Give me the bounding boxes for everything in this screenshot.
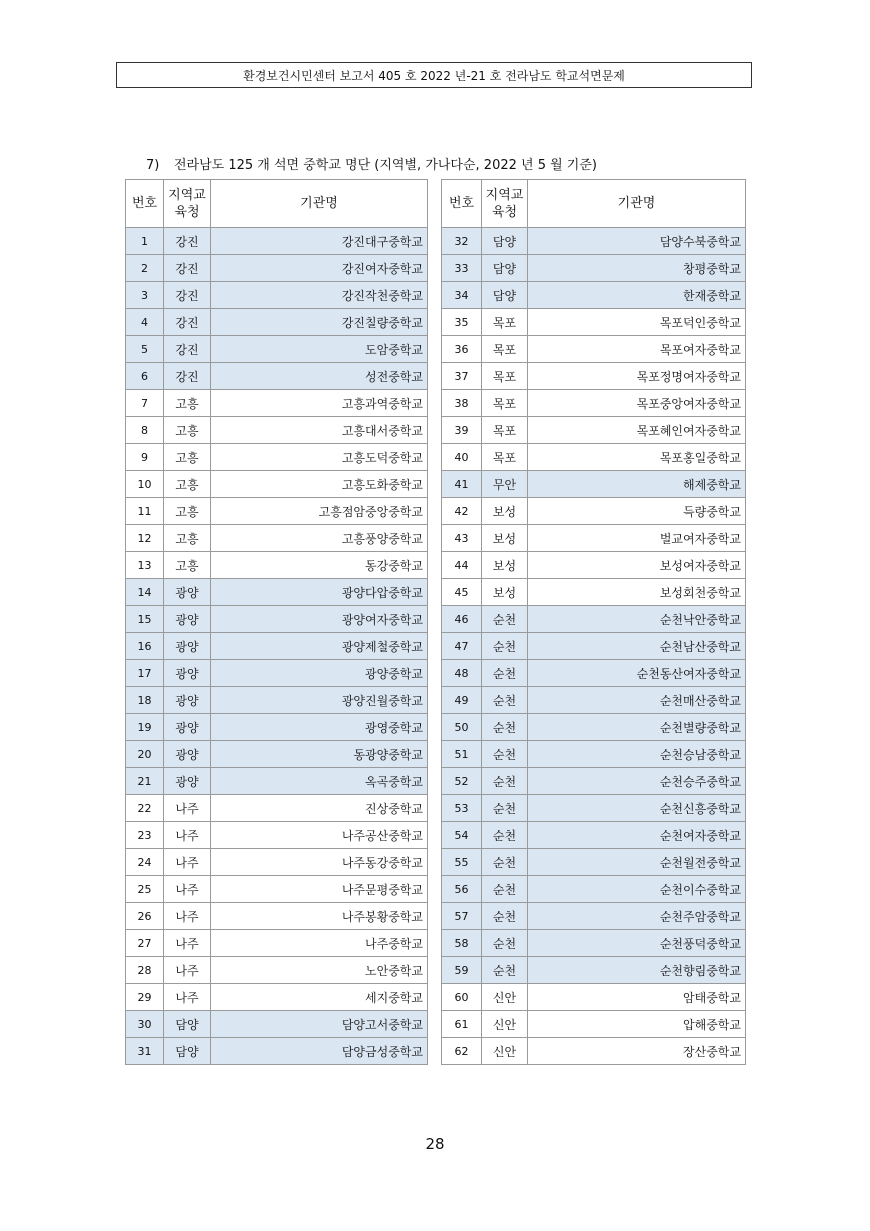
table-row [126,498,428,525]
row-number: 37 [442,363,482,390]
row-number: 56 [442,876,482,903]
table-row [442,768,746,795]
row-region: 순천 [482,687,528,714]
table-row [126,471,428,498]
row-region: 보성 [482,525,528,552]
table-row [126,984,428,1011]
row-region: 순천 [482,795,528,822]
row-region: 순천 [482,660,528,687]
table-row [442,579,746,606]
table-row [126,822,428,849]
row-school-name: 순천이수중학교 [528,876,746,903]
table-row [442,957,746,984]
table-row [126,687,428,714]
row-region: 목포 [482,444,528,471]
table-row [126,579,428,606]
row-number: 2 [126,255,164,282]
section-title [146,154,597,173]
row-school-name: 압해중학교 [528,1011,746,1038]
row-school-name: 창평중학교 [528,255,746,282]
row-school-name: 목포중앙여자중학교 [528,390,746,417]
table-row [126,552,428,579]
row-region: 광양 [164,714,211,741]
row-number: 7 [126,390,164,417]
row-number: 31 [126,1038,164,1065]
table-row [442,498,746,525]
row-school-name: 옥곡중학교 [211,768,428,795]
table-row [442,741,746,768]
row-region: 순천 [482,930,528,957]
row-school-name: 광양여자중학교 [211,606,428,633]
row-school-name: 광양제철중학교 [211,633,428,660]
header-name: 기관명 [211,180,428,228]
row-school-name: 고흥도덕중학교 [211,444,428,471]
header-region-line2: 육청 [491,204,518,220]
row-region: 나주 [164,822,211,849]
header-no: 번호 [442,180,482,228]
row-region: 목포 [482,417,528,444]
report-header-text: 환경보건시민센터 보고서 405 호 2022 년-21 호 전라남도 학교석면문제 [243,68,625,83]
row-number: 8 [126,417,164,444]
table-row [442,228,746,255]
table-row [442,606,746,633]
row-number: 29 [126,984,164,1011]
table-row [442,1011,746,1038]
row-number: 36 [442,336,482,363]
row-number: 25 [126,876,164,903]
table-row [442,417,746,444]
section-title-text: 전라남도 125 개 석면 중학교 명단 (지역별, 가나다순, 2022 년 5 월 기준) [174,158,597,173]
row-region: 나주 [164,849,211,876]
table-row [126,903,428,930]
row-school-name: 보성회천중학교 [528,579,746,606]
table-row [126,741,428,768]
row-number: 48 [442,660,482,687]
table-row [126,255,428,282]
row-school-name: 나주봉황중학교 [211,903,428,930]
row-region: 고흥 [164,417,211,444]
row-school-name: 득량중학교 [528,498,746,525]
row-number: 46 [442,606,482,633]
row-region: 순천 [482,822,528,849]
table-row [126,660,428,687]
table-row [442,552,746,579]
table-row [126,309,428,336]
row-school-name: 순천승남중학교 [528,741,746,768]
row-region: 나주 [164,795,211,822]
row-school-name: 강진작천중학교 [211,282,428,309]
table-row [442,390,746,417]
row-number: 54 [442,822,482,849]
row-region: 광양 [164,579,211,606]
row-number: 20 [126,741,164,768]
table-row [442,822,746,849]
row-number: 4 [126,309,164,336]
school-table-left [125,179,428,1065]
row-region: 광양 [164,633,211,660]
row-school-name: 순천승주중학교 [528,768,746,795]
row-region: 고흥 [164,552,211,579]
row-school-name: 순천월전중학교 [528,849,746,876]
row-school-name: 담양고서중학교 [211,1011,428,1038]
row-school-name: 담양수북중학교 [528,228,746,255]
row-number: 34 [442,282,482,309]
row-region: 담양 [482,255,528,282]
row-number: 11 [126,498,164,525]
table-row [126,444,428,471]
row-school-name: 광양중학교 [211,660,428,687]
table-body-left [126,228,428,1065]
row-region: 고흥 [164,525,211,552]
section-number: 7) [146,158,160,173]
row-region: 광양 [164,606,211,633]
row-region: 목포 [482,336,528,363]
row-school-name: 해제중학교 [528,471,746,498]
row-region: 고흥 [164,444,211,471]
table-row [126,714,428,741]
header-region-line1: 지역교 [168,187,206,203]
table-row [442,471,746,498]
row-region: 고흥 [164,471,211,498]
row-school-name: 한재중학교 [528,282,746,309]
report-header [116,62,752,88]
header-region-line1: 지역교 [485,187,524,203]
table-row [126,336,428,363]
table-header-row [126,180,428,228]
row-number: 40 [442,444,482,471]
row-school-name: 광양다압중학교 [211,579,428,606]
row-number: 57 [442,903,482,930]
row-school-name: 보성여자중학교 [528,552,746,579]
row-school-name: 순천동산여자중학교 [528,660,746,687]
row-school-name: 노안중학교 [211,957,428,984]
row-region: 순천 [482,633,528,660]
school-table-right [441,179,746,1065]
row-number: 17 [126,660,164,687]
table-row [442,336,746,363]
row-school-name: 고흥대서중학교 [211,417,428,444]
row-number: 55 [442,849,482,876]
row-region: 담양 [164,1011,211,1038]
table-row [442,363,746,390]
row-number: 32 [442,228,482,255]
row-region: 나주 [164,957,211,984]
row-region: 신안 [482,984,528,1011]
row-school-name: 순천별량중학교 [528,714,746,741]
row-school-name: 동강중학교 [211,552,428,579]
row-region: 담양 [164,1038,211,1065]
row-number: 26 [126,903,164,930]
table-row [126,1038,428,1065]
table-row [442,1038,746,1065]
table-row [442,309,746,336]
row-number: 47 [442,633,482,660]
row-number: 50 [442,714,482,741]
row-region: 순천 [482,606,528,633]
table-row [442,714,746,741]
row-number: 52 [442,768,482,795]
row-school-name: 담양금성중학교 [211,1038,428,1065]
row-number: 39 [442,417,482,444]
row-region: 신안 [482,1011,528,1038]
row-number: 3 [126,282,164,309]
row-number: 5 [126,336,164,363]
row-number: 38 [442,390,482,417]
row-region: 강진 [164,363,211,390]
header-region-line2: 육청 [174,204,200,220]
row-school-name: 도암중학교 [211,336,428,363]
row-region: 광양 [164,687,211,714]
row-school-name: 나주문평중학교 [211,876,428,903]
row-number: 22 [126,795,164,822]
row-school-name: 나주동강중학교 [211,849,428,876]
header-region [482,180,528,228]
page-number: 28 [425,1135,445,1153]
row-number: 10 [126,471,164,498]
table-row [126,849,428,876]
row-number: 16 [126,633,164,660]
row-school-name: 암태중학교 [528,984,746,1011]
row-region: 광양 [164,768,211,795]
row-number: 6 [126,363,164,390]
row-number: 44 [442,552,482,579]
table-row [442,282,746,309]
row-region: 강진 [164,255,211,282]
row-school-name: 나주중학교 [211,930,428,957]
row-school-name: 순천남산중학교 [528,633,746,660]
row-number: 43 [442,525,482,552]
row-region: 무안 [482,471,528,498]
table-row [442,525,746,552]
row-number: 53 [442,795,482,822]
row-region: 순천 [482,903,528,930]
table-row [126,525,428,552]
table-row [126,633,428,660]
row-school-name: 고흥점암중앙중학교 [211,498,428,525]
header-no: 번호 [126,180,164,228]
table-row [126,1011,428,1038]
row-number: 13 [126,552,164,579]
row-school-name: 목포정명여자중학교 [528,363,746,390]
table-row [442,876,746,903]
table-row [442,633,746,660]
row-region: 보성 [482,579,528,606]
row-number: 24 [126,849,164,876]
row-school-name: 목포덕인중학교 [528,309,746,336]
row-number: 45 [442,579,482,606]
row-number: 9 [126,444,164,471]
row-region: 나주 [164,984,211,1011]
row-school-name: 순천풍덕중학교 [528,930,746,957]
row-school-name: 성전중학교 [211,363,428,390]
row-number: 21 [126,768,164,795]
row-school-name: 순천주암중학교 [528,903,746,930]
row-number: 15 [126,606,164,633]
row-school-name: 장산중학교 [528,1038,746,1065]
row-region: 목포 [482,390,528,417]
row-region: 담양 [482,228,528,255]
row-school-name: 강진칠량중학교 [211,309,428,336]
row-region: 목포 [482,363,528,390]
table-row [126,228,428,255]
table-row [442,444,746,471]
row-number: 28 [126,957,164,984]
row-region: 순천 [482,714,528,741]
row-school-name: 순천낙안중학교 [528,606,746,633]
table-row [442,795,746,822]
row-region: 순천 [482,849,528,876]
table-row [442,849,746,876]
row-school-name: 고흥풍양중학교 [211,525,428,552]
row-region: 광양 [164,660,211,687]
row-school-name: 벌교여자중학교 [528,525,746,552]
row-region: 순천 [482,876,528,903]
row-school-name: 고흥과역중학교 [211,390,428,417]
row-number: 42 [442,498,482,525]
row-number: 18 [126,687,164,714]
table-row [126,768,428,795]
row-school-name: 동광양중학교 [211,741,428,768]
row-region: 강진 [164,282,211,309]
row-school-name: 고흥도화중학교 [211,471,428,498]
row-number: 58 [442,930,482,957]
row-number: 49 [442,687,482,714]
row-region: 보성 [482,498,528,525]
row-region: 순천 [482,741,528,768]
row-school-name: 순천향림중학교 [528,957,746,984]
row-region: 나주 [164,876,211,903]
row-region: 강진 [164,309,211,336]
table-row [442,255,746,282]
row-school-name: 목포홍일중학교 [528,444,746,471]
row-school-name: 나주공산중학교 [211,822,428,849]
table-row [126,282,428,309]
row-region: 강진 [164,228,211,255]
row-school-name: 목포혜인여자중학교 [528,417,746,444]
row-number: 14 [126,579,164,606]
table-row [442,903,746,930]
table-row [126,390,428,417]
row-region: 보성 [482,552,528,579]
table-row [442,930,746,957]
row-region: 강진 [164,336,211,363]
row-number: 19 [126,714,164,741]
table-row [126,876,428,903]
row-number: 51 [442,741,482,768]
table-row [126,795,428,822]
table-row [126,417,428,444]
row-region: 순천 [482,957,528,984]
row-region: 광양 [164,741,211,768]
table-row [442,660,746,687]
row-region: 고흥 [164,390,211,417]
row-school-name: 순천여자중학교 [528,822,746,849]
header-region [164,180,211,228]
row-school-name: 광영중학교 [211,714,428,741]
table-row [442,687,746,714]
table-row [126,363,428,390]
row-region: 나주 [164,930,211,957]
row-school-name: 순천매산중학교 [528,687,746,714]
row-school-name: 강진대구중학교 [211,228,428,255]
row-region: 나주 [164,903,211,930]
table-header-row [442,180,746,228]
row-number: 27 [126,930,164,957]
row-number: 60 [442,984,482,1011]
row-school-name: 광양진월중학교 [211,687,428,714]
row-region: 고흥 [164,498,211,525]
row-region: 신안 [482,1038,528,1065]
row-number: 33 [442,255,482,282]
table-row [442,984,746,1011]
row-number: 23 [126,822,164,849]
row-number: 35 [442,309,482,336]
row-number: 12 [126,525,164,552]
row-number: 59 [442,957,482,984]
table-row [126,606,428,633]
table-body-right [442,228,746,1065]
row-number: 30 [126,1011,164,1038]
table-row [126,957,428,984]
row-number: 41 [442,471,482,498]
row-school-name: 목포여자중학교 [528,336,746,363]
row-region: 순천 [482,768,528,795]
table-row [126,930,428,957]
row-region: 목포 [482,309,528,336]
row-school-name: 강진여자중학교 [211,255,428,282]
row-school-name: 세지중학교 [211,984,428,1011]
row-number: 1 [126,228,164,255]
row-school-name: 진상중학교 [211,795,428,822]
row-region: 담양 [482,282,528,309]
row-number: 61 [442,1011,482,1038]
row-school-name: 순천신흥중학교 [528,795,746,822]
row-number: 62 [442,1038,482,1065]
header-name: 기관명 [528,180,746,228]
